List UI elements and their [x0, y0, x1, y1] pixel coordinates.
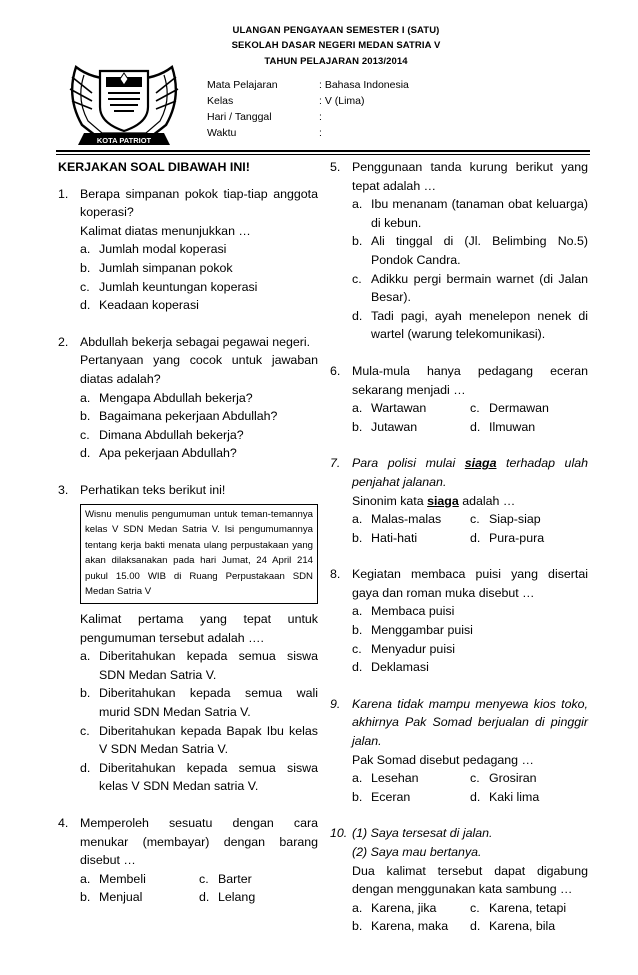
question-stem: Perhatikan teks berikut ini!	[80, 482, 226, 497]
question-stem: Memperoleh sesuatu dengan cara menukar (membayar) dengan barang disebut …	[80, 816, 318, 868]
option-d: d. Deklamasi	[352, 660, 429, 675]
header-title-1: ULANGAN PENGAYAAN SEMESTER I (SATU)	[232, 25, 440, 36]
option-d: d. Ilmuwan	[470, 419, 536, 434]
meta-value: : V (Lima)	[319, 95, 365, 107]
option-c: c. Diberitahukan kepada Bapak Ibu kelas V SDN Medan Satria V.	[80, 723, 318, 757]
option-c: c. Menyadur puisi	[352, 641, 456, 656]
header-divider	[56, 150, 590, 152]
option-row	[80, 888, 318, 907]
option-row	[352, 418, 588, 437]
question-prompt: Dua kalimat tersebut dapat digabung dengan menggunakan kata sambung …	[352, 863, 588, 897]
question-9	[330, 695, 588, 807]
meta-label: Mata Pelajaran	[207, 79, 278, 91]
option-b: b. Menjual	[80, 890, 143, 905]
option-a: a. Karena, jika	[352, 900, 437, 915]
meta-label: Waktu	[207, 127, 237, 139]
option-row	[352, 399, 588, 418]
option-c: c. Barter	[199, 871, 252, 886]
option-b: b. Jumlah simpanan pokok	[80, 260, 233, 275]
question-prompt: Kalimat diatas menunjukkan …	[80, 223, 251, 238]
option-a: a. Mengapa Abdullah bekerja?	[80, 390, 253, 405]
option-a: a. Diberitahukan kepada semua siswa SDN Medan Satria V.	[80, 649, 318, 682]
question-stem: Mula-mula hanya pedagang eceran sekarang menjadi …	[352, 363, 588, 397]
question-number: 1.	[58, 186, 69, 201]
question-line-1: (1) Saya tersesat di jalan.	[352, 826, 493, 841]
option-row	[352, 529, 588, 548]
meta-label: Kelas	[207, 95, 234, 107]
option-c: c. Grosiran	[470, 771, 537, 786]
question-number: 10.	[330, 826, 348, 841]
left-column	[58, 158, 318, 925]
question-stem: Kegiatan membaca puisi yang disertai gaya dan roman muka disebut …	[352, 567, 588, 600]
question-3	[58, 481, 318, 796]
option-a: a. Wartawan	[352, 401, 427, 416]
option-row	[352, 769, 588, 788]
header-title-2: SEKOLAH DASAR NEGERI MEDAN SATRIA V	[231, 40, 441, 51]
option-c: c. Adikku pergi bermain warnet (di Jalan Besar).	[352, 271, 588, 305]
meta-value: :	[319, 127, 322, 139]
option-a: a. Membeli	[80, 871, 146, 886]
announcement-box: Wisnu menulis pengumuman untuk teman-temannya kelas V SDN Medan Satria V. Isi pengumumannya tentang kerja bakti menata ulang perpustakaan yang akan dilaksanakan pada hari Jumat, 24 April 214 pukul 15.00 WIB di Ruang Perpustakaan SDN Medan Satria V	[80, 504, 318, 605]
option-c: c. Karena, tetapi	[470, 900, 567, 915]
question-number: 8.	[330, 567, 341, 582]
option-d: d. Pura-pura	[470, 530, 545, 545]
question-number: 7.	[330, 456, 341, 471]
question-4	[58, 814, 318, 907]
meta-value: :	[319, 111, 322, 123]
option-d: d. Tadi pagi, ayah menelepon nenek di wartel (warung telekomunikasi).	[352, 308, 588, 342]
option-b: b. Ali tinggal di (Jl. Belimbing No.5) Pondok Candra.	[352, 234, 588, 267]
question-prompt: Pak Somad disebut pedagang …	[352, 752, 534, 767]
option-row	[352, 788, 588, 807]
option-b: b. Eceran	[352, 789, 411, 804]
question-stem: Penggunaan tanda kurung berikut yang tepat adalah …	[352, 160, 588, 193]
option-a: a. Lesehan	[352, 771, 419, 786]
question-8	[330, 565, 588, 677]
question-number: 6.	[330, 363, 341, 378]
option-d: d. Diberitahukan kepada semua siswa kelas V SDN Medan satria V.	[80, 760, 318, 794]
question-6	[330, 362, 588, 436]
question-stem: Abdullah bekerja sebagai pegawai negeri.	[80, 334, 311, 349]
question-stem: Berapa simpanan pokok tiap-tiap anggota koperasi?	[80, 186, 318, 220]
school-crest-logo	[62, 47, 186, 151]
option-row	[352, 510, 588, 529]
option-c: c. Siap-siap	[470, 512, 541, 527]
meta-label: Hari / Tanggal	[207, 111, 272, 123]
option-d: d. Kaki lima	[470, 789, 540, 804]
question-number: 2.	[58, 334, 69, 349]
option-b: b. Bagaimana pekerjaan Abdullah?	[80, 409, 278, 424]
option-a: a. Membaca puisi	[352, 604, 455, 619]
option-d: d. Lelang	[199, 890, 256, 905]
option-b: b. Menggambar puisi	[352, 623, 473, 638]
question-10	[330, 824, 588, 936]
question-number: 3.	[58, 482, 69, 497]
question-prompt: Pertanyaan yang cocok untuk jawaban diatas adalah?	[80, 353, 318, 386]
option-c: c. Dermawan	[470, 401, 549, 416]
question-number: 9.	[330, 696, 341, 711]
instruction-heading: KERJAKAN SOAL DIBAWAH INI!	[58, 160, 250, 174]
option-d: d. Karena, bila	[470, 919, 556, 934]
option-b: b. Jutawan	[352, 419, 418, 434]
question-number: 5.	[330, 160, 341, 174]
question-number: 4.	[58, 816, 69, 830]
header-title-3: TAHUN PELAJARAN 2013/2014	[264, 56, 408, 67]
option-a: a. Jumlah modal koperasi	[80, 242, 227, 257]
question-line-2: (2) Saya mau bertanya.	[352, 845, 482, 859]
option-c: c. Dimana Abdullah bekerja?	[80, 427, 244, 442]
logo-ribbon-text: KOTA PATRIOT	[96, 136, 152, 145]
keyword-siaga: siaga	[464, 456, 497, 471]
option-b: b. Diberitahukan kepada semua wali murid SDN Medan Satria V.	[80, 686, 318, 720]
question-prompt: Kalimat pertama yang tepat untuk pengumuman tersebut adalah ….	[80, 612, 318, 645]
question-7	[330, 454, 588, 547]
option-b: b. Hati-hati	[352, 530, 418, 545]
option-d: d. Apa pekerjaan Abdullah?	[80, 446, 237, 461]
header-divider	[56, 154, 590, 155]
option-row	[352, 899, 588, 918]
right-column	[330, 158, 588, 954]
option-a: a. Ibu menanam (tanaman obat keluarga) di kebun.	[352, 197, 588, 230]
option-c: c. Jumlah keuntungan koperasi	[80, 279, 258, 294]
keyword-siaga: siaga	[427, 493, 459, 508]
option-b: b. Karena, maka	[352, 919, 449, 934]
question-stem: Para polisi mulai siaga terhadap ulah penjahat jalanan.	[352, 456, 588, 489]
option-a: a. Malas-malas	[352, 512, 442, 527]
option-row	[80, 870, 318, 889]
option-row	[352, 917, 588, 936]
question-prompt: Sinonim kata siaga adalah …	[352, 493, 516, 508]
question-1	[58, 185, 318, 315]
question-5	[330, 158, 588, 344]
meta-value: : Bahasa Indonesia	[319, 79, 409, 91]
question-stem: Karena tidak mampu menyewa kios toko, akhirnya Pak Somad berjualan di pinggir jalan.	[352, 696, 588, 749]
question-2	[58, 333, 318, 463]
option-d: d. Keadaan koperasi	[80, 298, 199, 313]
